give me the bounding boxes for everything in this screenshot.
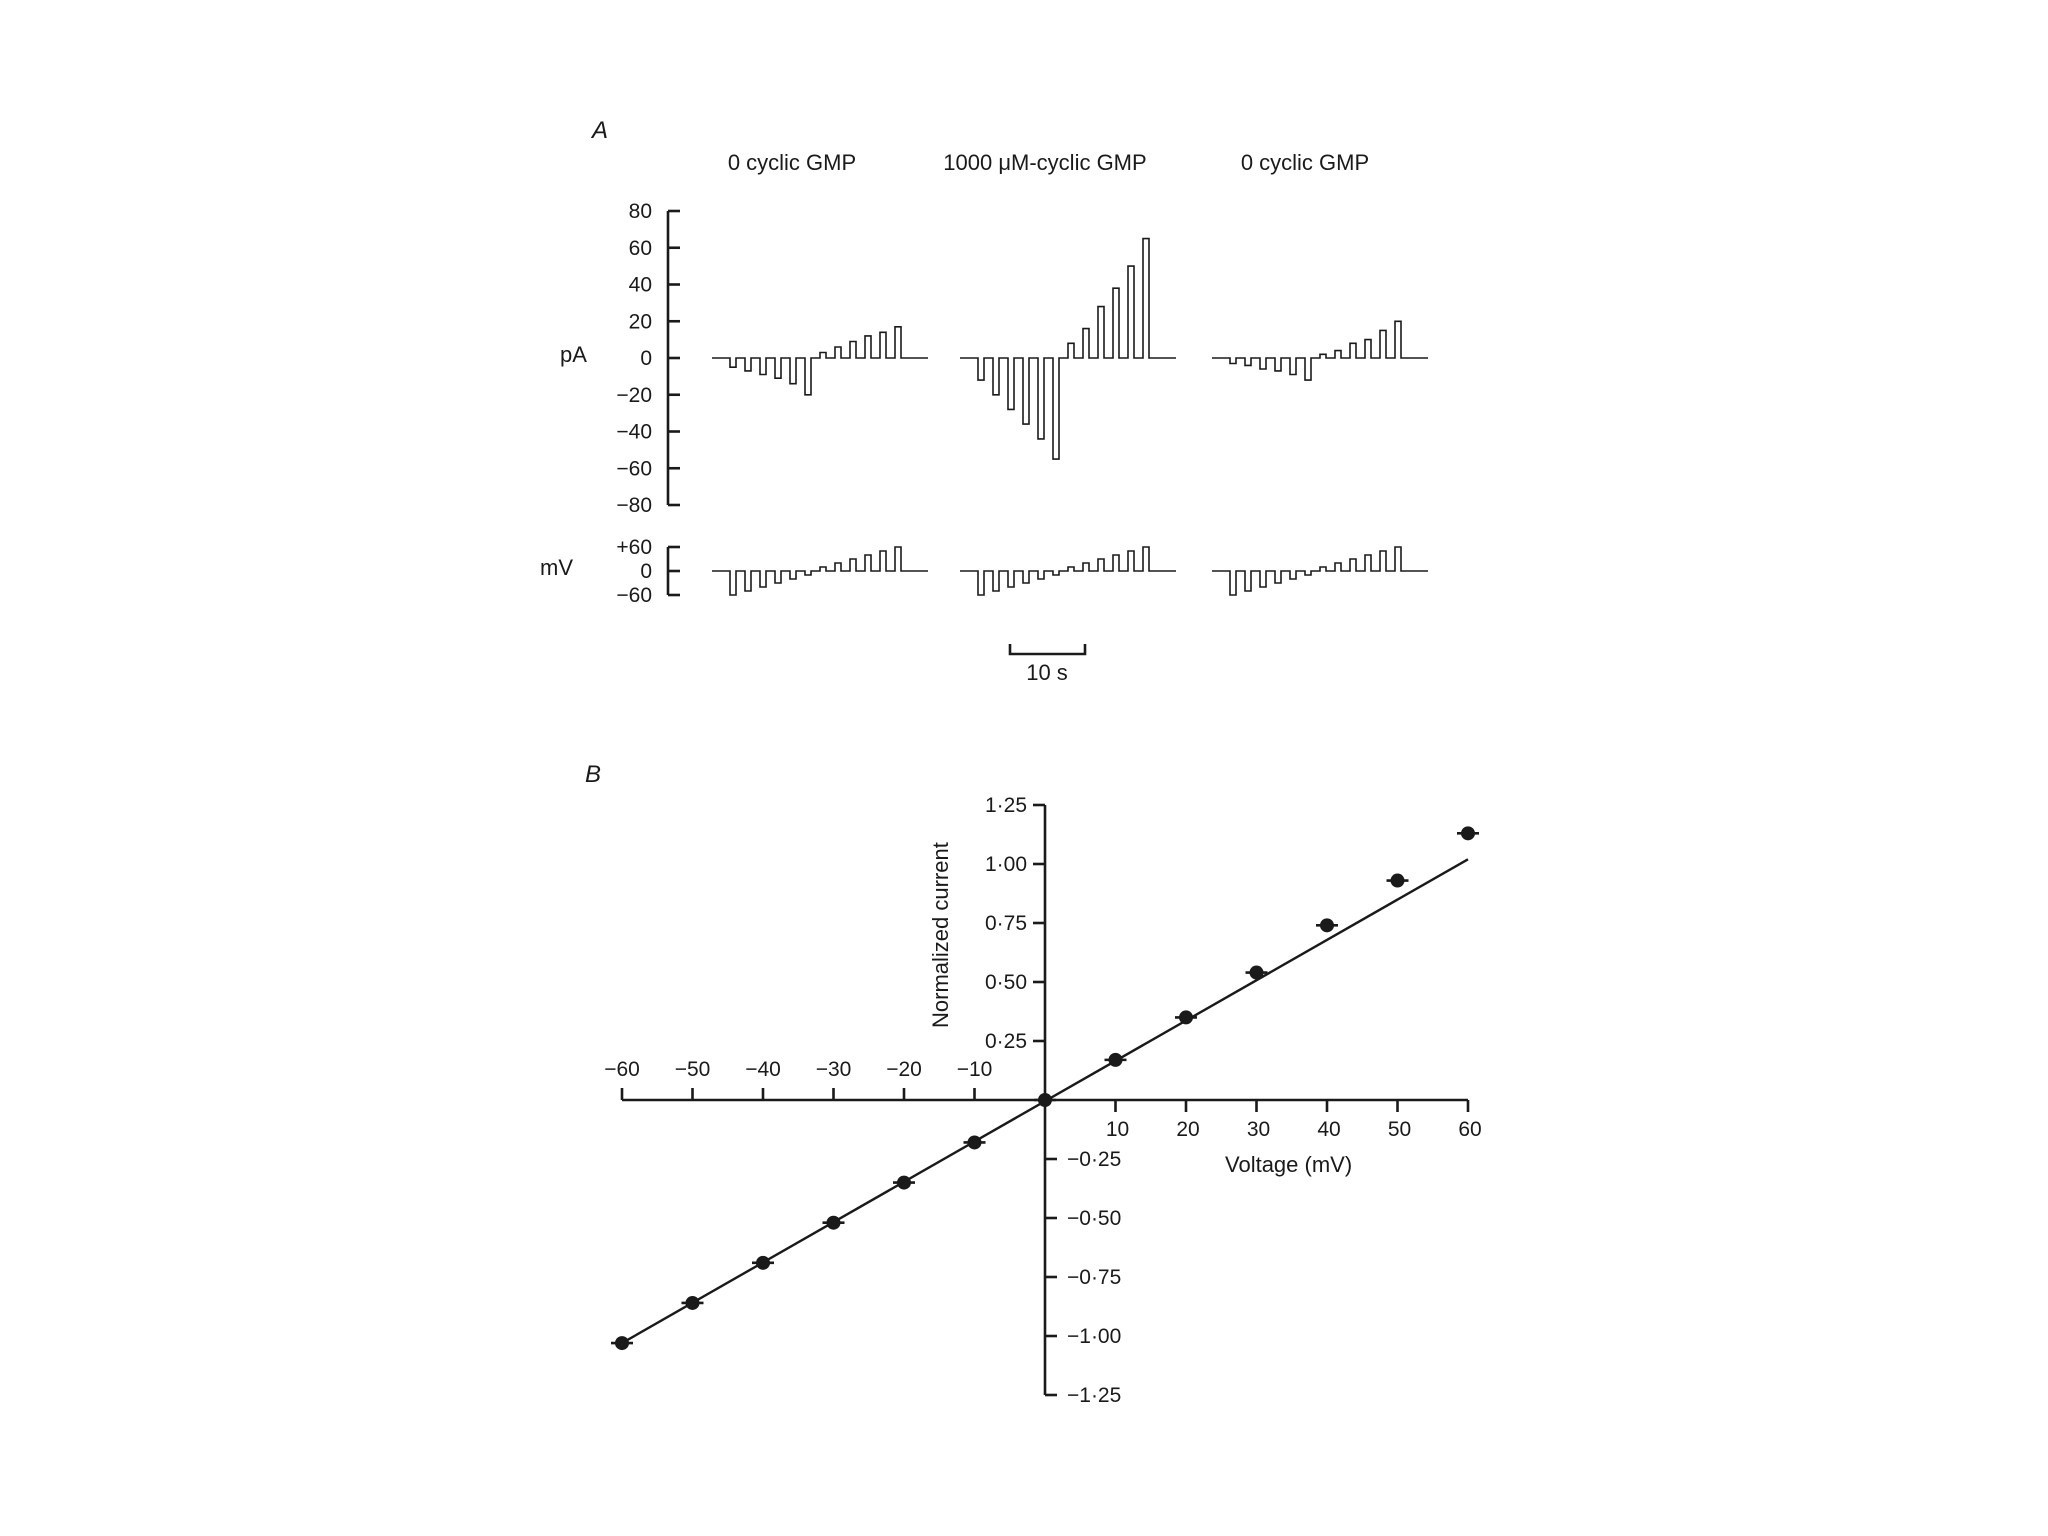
current-tick-label: 40 <box>628 273 652 297</box>
current-axis <box>616 200 680 517</box>
x-tick-label: 10 <box>1105 1118 1130 1141</box>
x-tick-label: −10 <box>956 1058 993 1081</box>
voltage-axis <box>616 536 680 607</box>
current-tick-label: −40 <box>616 420 652 444</box>
current-trace <box>1212 321 1428 380</box>
y-axis-title: Normalized current <box>928 842 953 1028</box>
x-tick-label: −30 <box>815 1058 852 1081</box>
data-point <box>1320 918 1334 932</box>
x-tick-label: −50 <box>674 1058 711 1081</box>
y-tick-label: 0·75 <box>984 912 1027 935</box>
data-point <box>1391 874 1405 888</box>
current-tick-label: −20 <box>616 383 652 407</box>
x-tick-label: −20 <box>886 1058 922 1081</box>
x-tick-label: 60 <box>1458 1118 1482 1141</box>
scale-bar-label: 10 s <box>1026 660 1068 685</box>
y-tick-label: −0·75 <box>1067 1266 1122 1289</box>
traces <box>712 239 1428 595</box>
scale-bar-line <box>1010 644 1085 654</box>
y-tick-label: 1·25 <box>984 794 1027 817</box>
x-tick-label: −40 <box>745 1058 781 1081</box>
voltage-trace <box>1212 547 1428 595</box>
x-axis-title: Voltage (mV) <box>1225 1152 1353 1177</box>
y-tick-label: 0·50 <box>984 971 1027 994</box>
data-point <box>1179 1010 1193 1024</box>
current-tick-label: 20 <box>628 310 652 334</box>
current-tick-label: −60 <box>616 457 652 481</box>
data-point <box>1038 1093 1052 1107</box>
current-tick-label: −80 <box>616 494 652 517</box>
voltage-tick-label: +60 <box>616 536 652 559</box>
voltage-tick-label: 0 <box>640 560 652 583</box>
x-tick-label: 40 <box>1317 1118 1341 1141</box>
current-tick-label: 80 <box>628 200 652 223</box>
condition-title-3: 0 cyclic GMP <box>1240 150 1370 175</box>
current-unit-label: pA <box>560 342 587 367</box>
data-point <box>968 1135 982 1149</box>
data-point <box>1109 1053 1123 1067</box>
y-tick-label: −0·25 <box>1067 1148 1122 1171</box>
current-trace <box>712 327 928 395</box>
x-tick-label: 50 <box>1387 1118 1412 1141</box>
voltage-unit-label: mV <box>540 555 573 580</box>
voltage-trace <box>712 547 928 595</box>
iv-plot <box>604 794 1481 1407</box>
y-tick-label: −1·25 <box>1067 1384 1122 1407</box>
data-point <box>615 1336 629 1350</box>
scale-bar <box>1010 644 1085 685</box>
current-trace <box>960 239 1176 460</box>
data-point <box>1461 826 1475 840</box>
voltage-trace <box>960 547 1176 595</box>
data-point <box>756 1256 770 1270</box>
condition-title-1: 0 cyclic GMP <box>727 150 857 175</box>
x-tick-label: 20 <box>1176 1118 1200 1141</box>
current-tick-label: 0 <box>640 347 652 370</box>
y-tick-label: −1·00 <box>1067 1325 1122 1348</box>
x-tick-label: 30 <box>1246 1118 1271 1141</box>
panel-b-label: B <box>585 761 602 788</box>
y-tick-label: −0·50 <box>1067 1207 1122 1230</box>
voltage-tick-label: −60 <box>616 584 652 607</box>
panel-a-label: A <box>592 117 609 144</box>
data-point <box>1250 966 1264 980</box>
data-point <box>686 1296 700 1310</box>
data-point <box>897 1176 911 1190</box>
y-tick-label: 1·00 <box>984 853 1027 876</box>
data-point <box>827 1216 841 1230</box>
x-tick-label: −60 <box>604 1058 640 1081</box>
current-tick-label: 60 <box>628 236 652 260</box>
y-tick-label: 0·25 <box>984 1030 1027 1053</box>
condition-title-2: 1000 μM-cyclic GMP <box>943 150 1147 175</box>
